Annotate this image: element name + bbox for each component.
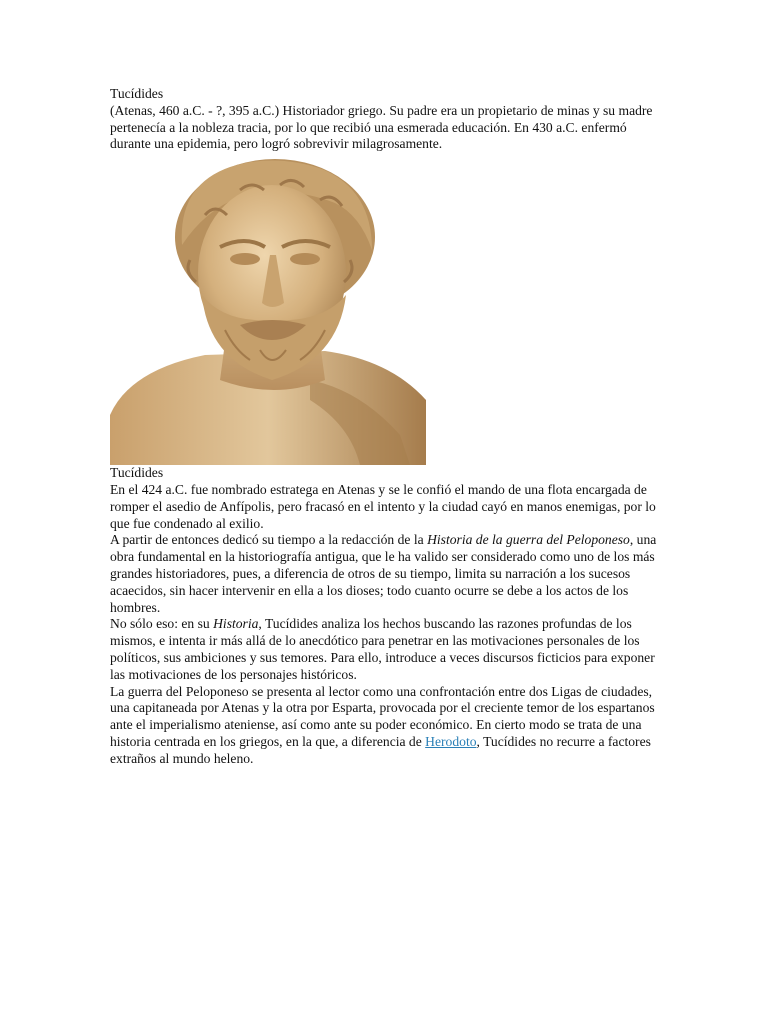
history-text-after: , una obra fundamental en la historiografía antigua, que le ha valido ser considerado como uno de los más grandes historiadores, pues, a diferencia de otros de su tiempo, limita su narración a los sucesos acaecidos, sin hacer intervenir en ella a los dioses; todo cuanto ocurre se debe a los actos de los hombres. bbox=[110, 532, 657, 615]
image-caption: Tucídides bbox=[110, 465, 164, 481]
paragraph-analysis bbox=[110, 616, 662, 683]
analysis-text-after: , Tucídides analiza los hechos buscando las razones profundas de los mismos, e intenta ir más allá de lo anecdótico para penetrar en las motivaciones personales de los políticos, sus ambiciones y sus temores. Para ello, introduce a veces discursos ficticios para exponer las motivaciones de los personajes históricos. bbox=[110, 616, 655, 682]
historia-italic: Historia bbox=[213, 616, 259, 632]
document-heading: Tucídides bbox=[110, 86, 164, 101]
paragraph-strategos: En el 424 a.C. fue nombrado estratega en Atenas y se le confió el mando de una flota encargada de romper el asedio de Anfípolis, pero fracasó en el intento y la ciudad cayó en manos enemigas, por lo que fue condenado al exilio. bbox=[110, 481, 656, 531]
document-body bbox=[110, 86, 662, 768]
paragraph-war bbox=[110, 684, 662, 768]
history-text-before: A partir de entonces dedicó su tiempo a la redacción de la bbox=[110, 532, 428, 548]
war-text-after: , Tucídides no recurre a factores extraños al mundo heleno. bbox=[110, 733, 651, 766]
war-text-before: La guerra del Peloponeso se presenta al lector como una confrontación entre dos Ligas de ciudades, una capitaneada por Atenas y la otra por Esparta, provocada por el creciente temor de los espartanos ante el imperialismo ateniense, así como ante su poder económico. En cierto modo se trata de una historia centrada en los griegos, en la que, a diferencia de bbox=[110, 683, 655, 749]
analysis-text-before: No sólo eso: en su bbox=[110, 616, 214, 632]
herodoto-link[interactable]: Herodoto bbox=[425, 733, 477, 749]
thucydides-bust-image bbox=[110, 155, 426, 465]
intro-paragraph: (Atenas, 460 a.C. - ?, 395 a.C.) Historiador griego. Su padre era un propietario de minas y su madre pertenecía a la nobleza tracia, por lo que recibió una esmerada educación. En 430 a.C. enfermó durante una epidemia, pero logró sobrevivir milagrosamente. bbox=[110, 102, 653, 152]
book-title-italic: Historia de la guerra del Peloponeso bbox=[427, 532, 630, 548]
paragraph-history bbox=[110, 532, 662, 616]
